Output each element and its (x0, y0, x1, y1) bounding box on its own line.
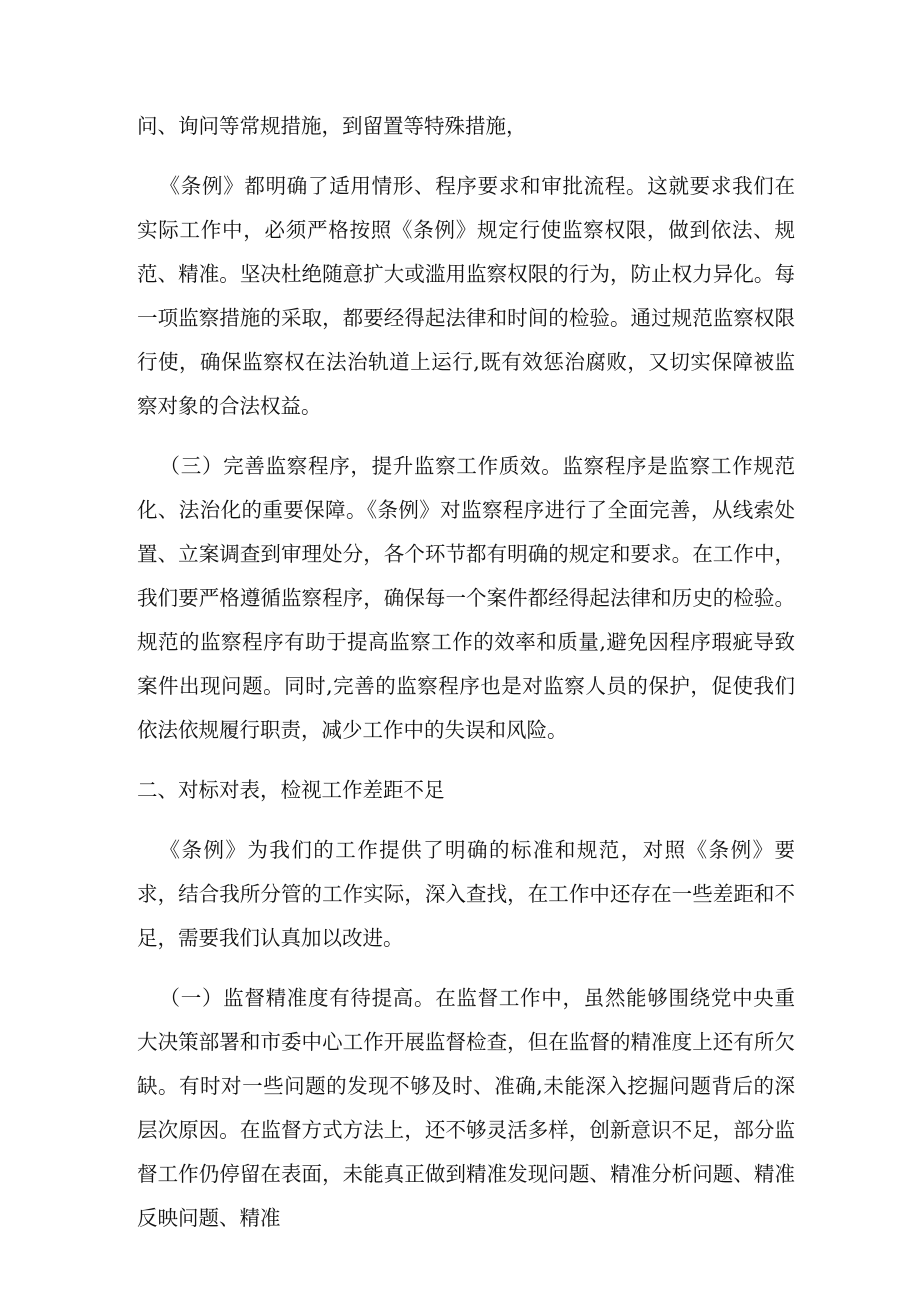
document-body (137, 104, 795, 1240)
paragraph-procedure: （三）完善监察程序，提升监察工作质效。监察程序是监察工作规范化、法治化的重要保障。《条例》对监察程序进行了全面完善，从线索处置、立案调查到审理处分，各个环节都有明确的规定和要求。在工作中，我们要严格遵循监察程序，确保每一个案件都经得起法律和历史的检验。规范的监察程序有助于提高监察工作的效率和质量,避免因程序瑕疵导致案件出现问题。同时,完善的监察程序也是对监察人员的保护，促使我们依法依规履行职责，减少工作中的失误和风险。 (137, 454, 795, 742)
paragraph-continuation: 问、询问等常规措施，到留置等特殊措施， (137, 114, 527, 138)
paragraph-supervision-precision: （一）监督精准度有待提高。在监督工作中，虽然能够围绕党中央重大决策部署和市委中心工作开展监督检查，但在监督的精准度上还有所欠缺。有时对一些问题的发现不够及时、准确,未能深入挖掘问题背后的深层次原因。在监督方式方法上，还不够灵活多样，创新意识不足，部分监督工作仍停留在表面，未能真正做到精准发现问题、精准分析问题、精准反映问题、精准 (137, 986, 795, 1230)
paragraph-regulation-scope: 《条例》都明确了适用情形、程序要求和审批流程。这就要求我们在实际工作中，必须严格按照《条例》规定行使监察权限，做到依法、规范、精准。坚决杜绝随意扩大或滥用监察权限的行为，防止权力异化。每一项监察措施的采取，都要经得起法律和时间的检验。通过规范监察权限行使，确保监察权在法治轨道上运行,既有效惩治腐败，又切实保障被监察对象的合法权益。 (137, 174, 795, 418)
section-heading-two: 二、对标对表，检视工作差距不足 (137, 778, 445, 802)
paragraph-benchmark: 《条例》为我们的工作提供了明确的标准和规范，对照《条例》要求，结合我所分管的工作实际，深入查找，在工作中还存在一些差距和不足，需要我们认真加以改进。 (137, 838, 795, 950)
